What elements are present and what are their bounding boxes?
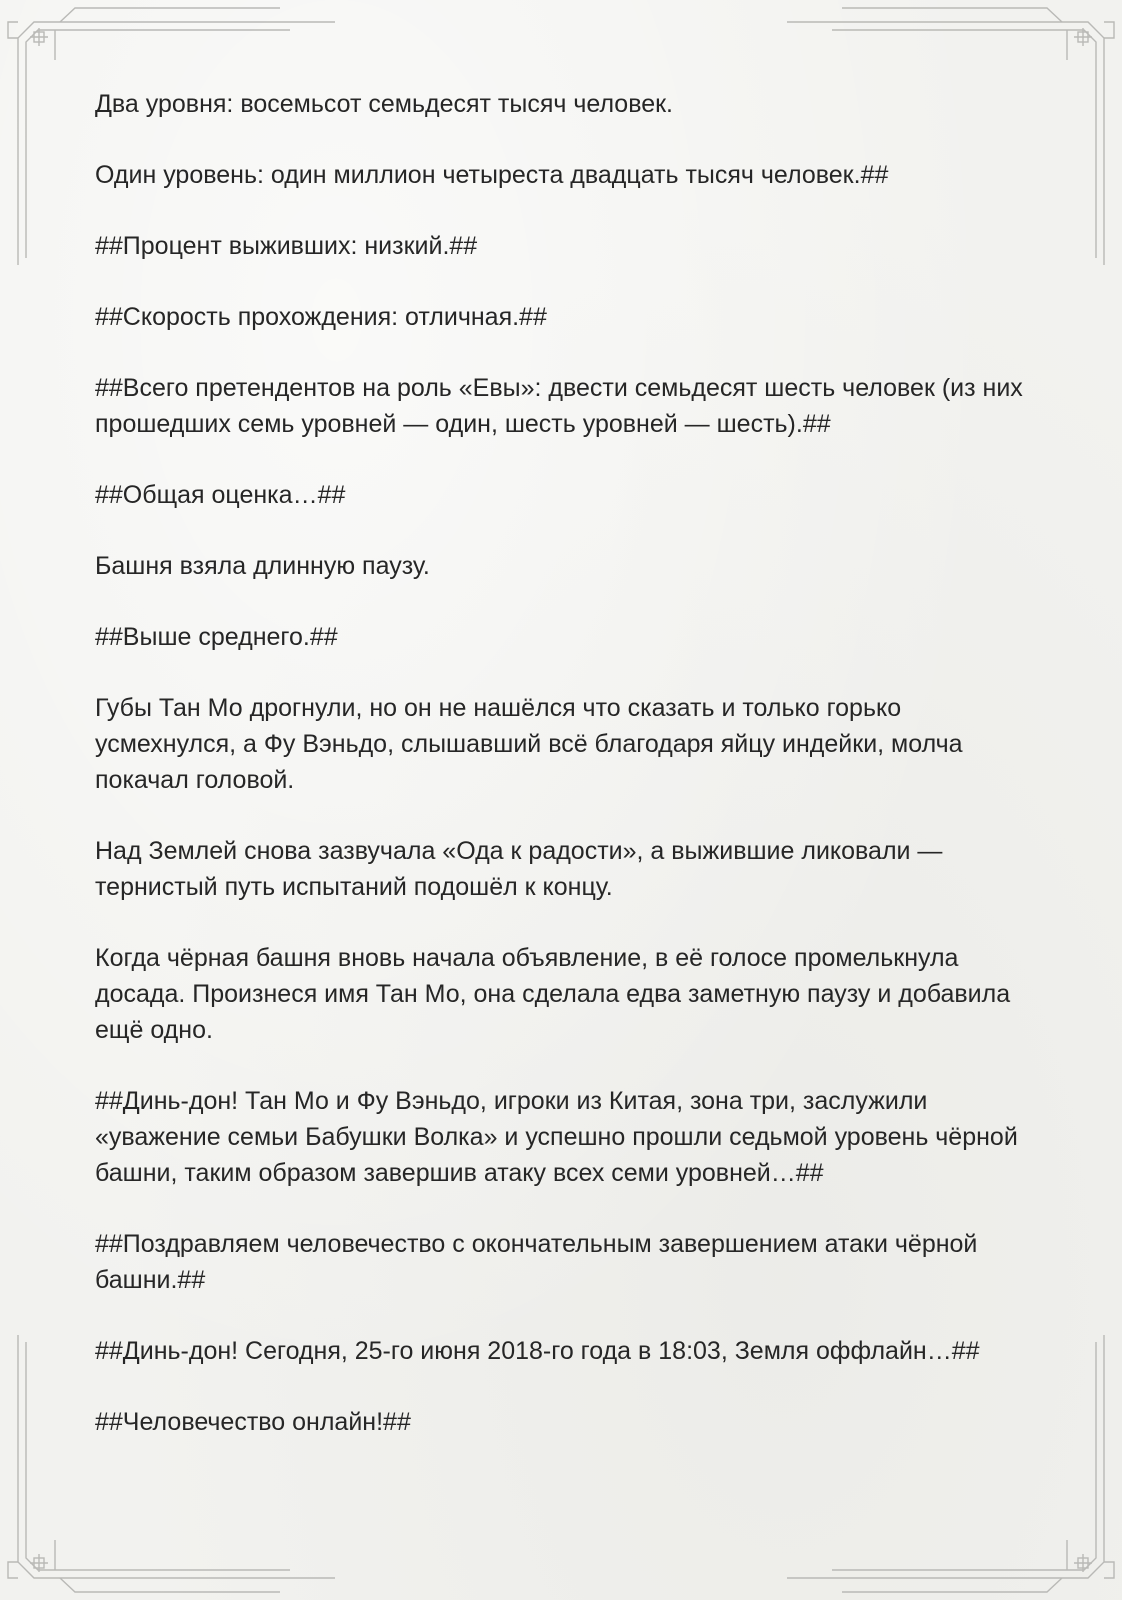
paragraph: Губы Тан Мо дрогнули, но он не нашёлся что сказать и только горько усмехнулся, а Фу Вэньдо, слышавший всё благодаря яйцу индейки, молча покачал головой. (95, 694, 963, 794)
paragraph: ##Общая оценка…## (95, 481, 346, 509)
paragraph: Когда чёрная башня вновь начала объявление, в её голосе промелькнула досада. Произнеся имя Тан Мо, она сделала едва заметную паузу и добавила ещё одно. (95, 944, 1011, 1044)
paragraph: Над Землей снова зазвучала «Ода к радости», а выжившие ликовали — тернистый путь испытаний подошёл к концу. (95, 837, 943, 901)
paragraph: Один уровень: один миллион четыреста двадцать тысяч человек.## (95, 161, 889, 189)
paragraph: ##Человечество онлайн!## (95, 1408, 411, 1436)
paragraph: Два уровня: восемьсот семьдесят тысяч человек. (95, 90, 674, 118)
paragraph: ##Динь-дон! Тан Мо и Фу Вэньдо, игроки из Китая, зона три, заслужили «уважение семьи Бабушки Волка» и успешно прошли седьмой уровень чёрной башни, таким образом завершив атаку всех семи уровней…## (95, 1087, 1018, 1187)
paragraph: ##Поздравляем человечество с окончательным завершением атаки чёрной башни.## (95, 1230, 978, 1294)
document-body (95, 86, 1035, 1475)
paragraph: Башня взяла длинную паузу. (95, 552, 430, 580)
paragraph: ##Динь-дон! Сегодня, 25-го июня 2018-го года в 18:03, Земля оффлайн…## (95, 1337, 980, 1365)
paragraph: ##Всего претендентов на роль «Евы»: двести семьдесят шесть человек (из них прошедших семь уровней — один, шесть уровней — шесть).## (95, 374, 1023, 438)
paragraph: ##Процент выживших: низкий.## (95, 232, 478, 260)
paragraph: ##Скорость прохождения: отличная.## (95, 303, 547, 331)
paragraph: ##Выше среднего.## (95, 623, 338, 651)
